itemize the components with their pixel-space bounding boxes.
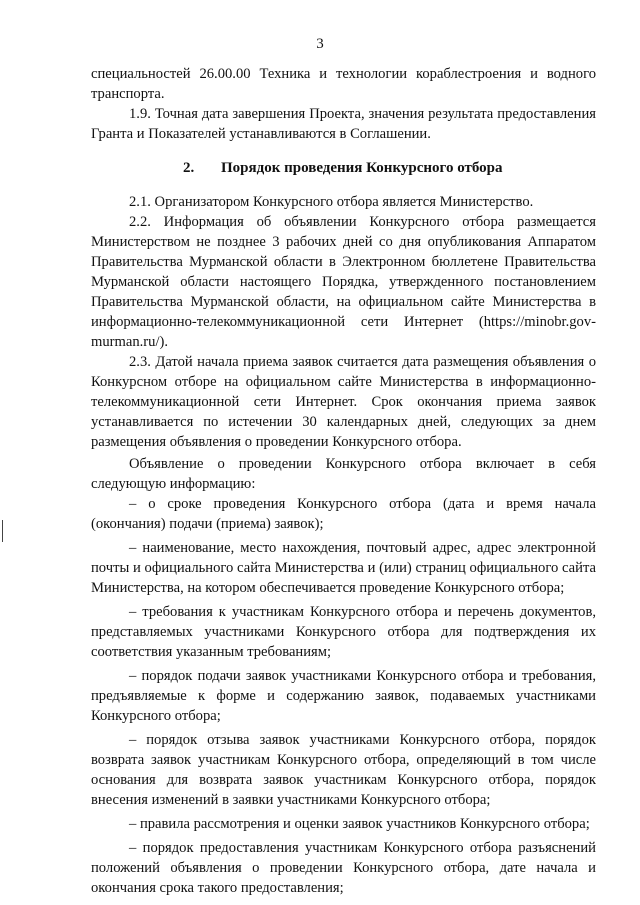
document-body	[91, 64, 596, 898]
list-item: – порядок подачи заявок участниками Конкурсного отбора и требования, предъявляемые к форме и содержанию заявок, подаваемых участниками Конкурсного отбора;	[91, 668, 596, 724]
list-item: – порядок предоставления участникам Конкурсного отбора разъяснений положений объявления о проведении Конкурсного отбора, дате начала и окончания срока такого предоставления;	[91, 840, 596, 896]
list-item: – порядок отзыва заявок участниками Конкурсного отбора, порядок возврата заявок участникам Конкурсного отбора, определяющий в том числе основания для возврата заявок участникам Конкурсного отбора, порядок внесения изменений в заявки участниками Конкурсного отбора;	[91, 732, 596, 808]
scan-edge-mark	[2, 520, 3, 542]
section-number: 2.	[183, 160, 195, 176]
list-item: – о сроке проведения Конкурсного отбора (дата и время начала (окончания) подачи (приема) заявок);	[91, 496, 596, 532]
list-item: – наименование, место нахождения, почтовый адрес, адрес электронной почты и официального сайта Министерства и (или) страниц официального сайта Министерства, на котором обеспечивается проведение Конкурсного отбора;	[91, 540, 596, 596]
paragraph-1-9: 1.9. Точная дата завершения Проекта, значения результата предоставления Гранта и Показателей устанавливаются в Соглашении.	[91, 106, 596, 142]
paragraph-2-2: 2.2. Информация об объявлении Конкурсного отбора размещается Министерством не позднее 3 рабочих дней со дня опубликования Аппаратом Правительства Мурманской области в Электронном бюллетене Правительства Мурманской области настоящего Порядка, утвержденного постановлением Правительства Мурманской области, на официальном сайте Министерства в информационно-телекоммуникационной сети Интернет (https://minobr.gov-murman.ru/).	[91, 214, 596, 350]
section-heading	[91, 158, 596, 178]
list-item: – требования к участникам Конкурсного отбора и перечень документов, представляемых участниками Конкурсного отбора для подтверждения их соответствия указанным требованиям;	[91, 604, 596, 660]
paragraph-announcement: Объявление о проведении Конкурсного отбора включает в себя следующую информацию:	[91, 456, 596, 492]
paragraph-specialties: специальностей 26.00.00 Техника и технологии кораблестроения и водного транспорта.	[91, 66, 596, 102]
section-title: Порядок проведения Конкурсного отбора	[221, 160, 503, 176]
page-number: 3	[316, 36, 324, 52]
paragraph-2-3: 2.3. Датой начала приема заявок считается дата размещения объявления о Конкурсном отборе на официальном сайте Министерства в информационно-телекоммуникационной сети Интернет. Срок окончания приема заявок устанавливается по истечении 30 календарных дней, следующих за днем размещения объявления о проведении Конкурсного отбора.	[91, 354, 596, 450]
paragraph-2-1: 2.1. Организатором Конкурсного отбора является Министерство.	[129, 194, 534, 210]
list-item: – правила рассмотрения и оценки заявок участников Конкурсного отбора;	[129, 816, 590, 832]
